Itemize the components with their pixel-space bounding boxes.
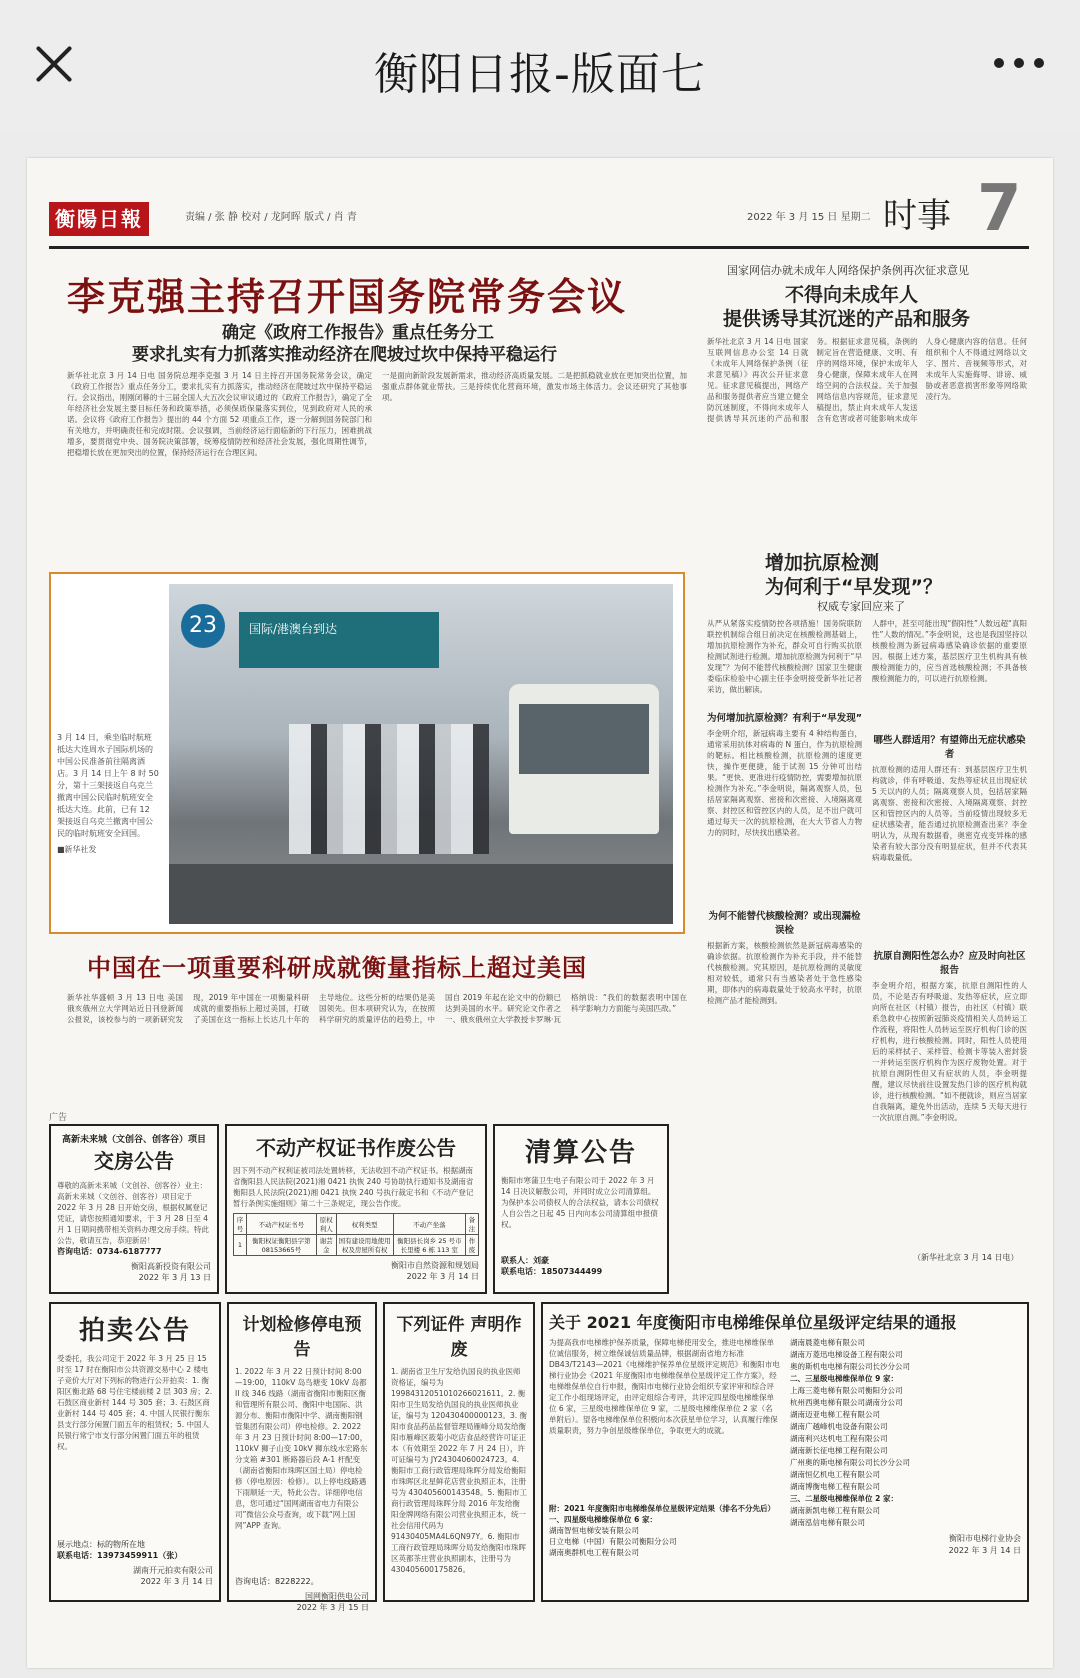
ad-cert-body: 因下列不动产权利证被司法处置转移，无法收回不动产权证书。根据湖南省衡阳县人民法院(2021)湘 0421 执恢 240 号协助执行通知书及湖南省衡阳县人民法院(2021)湘 0421 执恢 240 号执行裁定书和《不动产登记暂行条例实施细则》第二十三条规定，现公告作废。 [233,1166,474,1208]
antigen-para-4: 人群中，甚至可能出现“假阳性”人数远超“真阳性”人数的情况。”李金明说，这也是我国坚持以核酸检测为新冠病毒感染确诊依据的重要原因。根据上述方案，基层医疗卫生机构具有核酸检测能力的，应当首选核酸检测；不具备核酸检测能力的，可以进行抗原检测。 [872,619,1027,683]
newspaper-page[interactable] [27,158,1053,1668]
list-item: 二、三星级电梯维保单位 9 家： [790,1374,898,1383]
minors-kicker: 国家网信办就未成年人网络保护条例再次征求意见 [727,264,969,277]
list-item: 湖南万菱迅电梯设备工程有限公司 [790,1350,903,1359]
table-head: 序号 [234,1214,247,1235]
antigen-col-2 [872,618,1027,1122]
ad-elevator-sign: 衡阳市电梯行业协会 [949,1534,1021,1543]
ad-certificate-void[interactable] [225,1124,487,1294]
table-head: 不动产权证书号 [246,1214,316,1235]
ad-auction[interactable] [49,1302,221,1602]
ad-handover-notice[interactable] [49,1124,219,1294]
list-item: 湖南迈亚电梯工程有限公司 [790,1410,880,1419]
list-item: 广州奥的斯电梯有限公司长沙分公司 [790,1458,910,1467]
list-item: 湖南广越峰机电设备有限公司 [790,1422,888,1431]
list-item: 上海三菱电梯有限公司衡阳分公司 [790,1386,903,1395]
section-name: 时事 [883,196,951,236]
list-item: 奥的斯机电电梯有限公司长沙分公司 [790,1362,910,1371]
list-item: 三、二星级电梯维保单位 2 家： [790,1494,898,1503]
ad-elevator-columns [549,1337,1021,1558]
ad-auction-title: 拍卖公告 [78,1316,191,1346]
ad-auction-phone: 联系电话：13973459911（张） [57,1551,183,1560]
ad-elevator-col-1 [549,1337,780,1558]
photo-people [289,724,489,854]
antigen-kicker: 权威专家回应来了 [817,600,905,613]
science-body: 新华社华盛顿 3 月 13 日电 美国俄亥俄州立大学网站近日刊登新闻公报说，该校参与的一项新研究发现，2019 年中国在一项衡量科研成就的重要指标上超过美国，打破了美国在这一指标上长达几十年的主导地位。这些分析的结果仍是美国领先。但本项研究认为，在按照科学研究的质量评估的趋势上，中国自 2019 年起在论文中的份额已达到美国的水平。研究论文作者之一、俄亥俄州立大学教授卡罗琳·瓦格纳说：“我们的数据表明中国在科学影响力方面能与美国匹敌。” [67,993,687,1024]
ad-auction-show: 展示地点：标的物所在地 [57,1540,145,1549]
list-item: 湖南泓信电梯有限公司 [790,1518,865,1527]
ad-elevator-four-star: 一、四星级电梯维保单位 6 家： [549,1515,657,1524]
ad-cert-date: 2022 年 3 月 14 日 [406,1272,479,1281]
ad-liquidation-title: 清算公告 [524,1138,637,1168]
issue-date: 2022 年 3 月 15 日 星期二 [747,212,871,223]
photo-credit: ■新华社发 [57,845,97,854]
list-item: 湖南奥群机电工程有限公司 [549,1548,639,1557]
table-cell: 衡阳权证衡阳县字第08153665号 [246,1235,316,1256]
photo-bus [509,684,659,834]
list-item: 湖南智恒电梯安装有限公司 [549,1526,639,1535]
ad-power-date: 2022 年 3 月 15 日 [296,1603,369,1612]
ad-handover-phone: 咨询电话：0734-6187777 [57,1247,162,1256]
ad-power-outage[interactable] [227,1302,377,1612]
ad-void-body: 1. 湖南省卫生厅发给仇国良的执业医师资格证，编号为 19984312051010266021611。2. 衡阳市卫生局发给仇国良的执业医师执业证，编号为 120430400000123。3. 衡阳市食品药品监督管理局雁峰分局发给衡阳市雁峰区筱菊小吃店食品经营许可证正本（有效期至 2022 年 7 月 24 日），许可证编号为 JY24304060024723。4. 衡阳市工商行政管理局珠晖分局发给衡阳市珠晖区北星鲜花店营业执照正本，注册号为 430405600143548。5. 衡阳市工商行政管理局珠晖分局 2016 年发给衡阳金牌网络有限公司营业执照正本，统一社会信用代码为 91430405MA4L6QN97Y。6. 衡阳市工商行政管理局珠晖分局发给衡阳市珠晖区英都茶庄营业执照副本，注册号为 430405600175826。 [391,1367,527,1574]
ad-liquidation[interactable] [493,1124,669,1294]
news-photo[interactable] [169,584,673,924]
antigen-headline-2: 为何利于“早发现”？ [765,576,942,598]
science-headline: 中国在一项重要科研成就衡量指标上超过美国 [87,954,587,982]
section-number: 7 [977,172,1022,246]
list-item: 湖南晨菱电梯有限公司 [790,1338,865,1347]
ad-power-sign: 国网衡阳供电公司 [305,1592,369,1601]
ad-auction-sign: 湖南开元拍卖有限公司 [133,1566,213,1575]
arrival-sign: 国际/港澳台到达 [239,612,439,668]
antigen-credit: （新华社北京 3 月 14 日电） [913,1253,1019,1262]
table-head: 不动产坐落 [393,1214,465,1235]
antigen-para-6: 李金明介绍，根据方案，抗原自测阳性的人员，不论是否有呼吸道、发热等症状，应立即向所在社区（村镇）报告，由社区（村镇）联系急救中心按照新冠肺炎疫情相关人员转运工作流程，将阳性人员转运至医疗机构门诊的医疗机构，进行核酸检测。同时，阳性人员使用后的采样拭子、采样管、检测卡等装入密封袋一并转运至医疗机构作为医疗废物处置。对于抗原自测阴性但又有症状的人员，李金明提醒，建议尽快前往设置发热门诊的医疗机构就诊，进行核酸检测。“如不便就诊，则应当居家自我隔离，避免外出活动，连续 5 天每天进行一次抗原自测。”李金明说。 [872,981,1027,1122]
table-cell: 国有建设用地使用权及房屋所有权 [336,1235,393,1256]
antigen-subhead-2: 为何不能替代核酸检测？或出现漏检误检 [708,911,861,936]
ad-cert-sign: 衡阳市自然资源和规划局 [391,1261,479,1270]
lead-subhead-2: 要求扎实有力抓落实推动经济在爬坡过坎中保持平稳运行 [132,345,557,365]
ad-power-title: 计划检修停电预告 [242,1315,362,1360]
antigen-subhead-1: 为何增加抗原检测？有利于“早发现” [707,713,862,724]
table-cell: 1 [234,1235,247,1256]
editor-credits: 责编 / 张 静 校对 / 龙阿晖 版式 / 肖 青 [185,212,357,223]
lead-headline: 李克强主持召开国务院常务会议 [67,275,628,319]
page-title: 衡阳日报-版面七 [374,49,706,100]
table-cell: 作废 [466,1235,479,1256]
antigen-subhead-4: 抗原自测阳性怎么办？应及时向社区报告 [873,951,1026,976]
ad-handover-body: 尊敬的高新未来城（文创谷、创客谷）业主：高新未来城（文创谷、创客谷）项目定于 2022 年 3 月 28 日开始交房，根据权属登记凭证，请您按照通知要求，于 3 月 28 日至 4 月 1 日期间携带相关资料办理交房手续。特此公告，敬请互告，恭迎新居！ [57,1181,210,1245]
ad-elevator-rating[interactable] [541,1302,1029,1602]
list-item: 湖南利兴达机电工程有限公司 [790,1434,888,1443]
table-cell: 衡阳县长岗乡 25 号市长里楼 6 栋 113 室 [393,1235,465,1256]
ad-auction-body: 受委托，我公司定于 2022 年 3 月 25 日 15 时至 17 时在衡阳市公共资源交易中心 2 楼电子竞价大厅对下列标的物进行公开拍卖：1. 衡阳区衡北路 68 号住宅楼前楼 2 层 303 房；2. 石鼓区商业新村 144 号 305 套；3. 石鼓区商业新村 144 号 405 套；4. 中国人民银行衡东县支行部分闲置门面五年的租赁权；5. 中国人民银行常宁市支行部分闲置门面五年的租赁权。 [57,1354,213,1451]
list-item: 湖南博衡电梯工程有限公司 [790,1482,880,1491]
photo-caption-text: 3 月 14 日，乘坐临时航班抵达大连周水子国际机场的中国公民准备前往隔离酒店。3 月 14 日上午 8 时 50 分，第十三架接返自乌克兰撤离中国公民临时航班安全抵达大连。此前，已有 12 架接返自乌克兰撤离中国公民的临时航班安全回国。 [57,733,159,838]
ads-label: 广告 [49,1113,68,1123]
antigen-para-3: 根据新方案，核酸检测依然是新冠病毒感染的确诊依据。抗原检测作为补充手段，并不能替代核酸检测。究其原因，是抗原检测的灵敏度相对较低，通常只有当感染者处于急性感染期，即体内的病毒载量处于较高水平时，抗原检测产品才能检测到。 [707,941,862,1005]
antigen-para-5: 抗原检测的适用人群还有：到基层医疗卫生机构就诊，伴有呼吸道、发热等症状且出现症状 5 天以内的人员；隔离观察人员，包括居家隔离观察、密接和次密接、入境隔离观察、封控区和管控区内的人员等。当前疫情出现较多无症状感染者，能否通过抗原检测查出来？李金明认为，从现有数据看，奥密克戎变异株的感染者有较大部分没有明显症状，但并不代表其病毒载量低。 [872,765,1027,862]
photo-ground [169,864,673,924]
ad-liquidation-phone: 联系电话：18507344499 [501,1267,603,1276]
ad-void-title: 下列证件 声明作废 [396,1315,522,1360]
lead-body-col-1: 新华社北京 3 月 14 日电 国务院总理李克强 3 月 14 日主持召开国务院常务会议，确定《政府工作报告》重点任务分工，要求扎实有力抓落实，推动经济在爬坡过坎中保持平稳运行。会议指出，刚刚闭幕的十三届全国人大五次会议审议通过的《政府工作报告》，确定了全年经济社会发展主要目标任务和政策举措，必须保质保量落实到位，见到政府对人民的承诺。会议将《政府工作报告》提出的 44 个方面 52 项重点工作，逐一分解到国务院部门和有关地方，并明确责任和完成时限。会议强调，当前经济运行面临新的下行压力，困难挑战增多，要贯彻党中央、国务院决策部署，统筹疫情防控和经济社会发展，强化周期性调节，把稳增长放在更加突出的位置，保持经济运行在合理区间。 [67,371,372,457]
antigen-body [707,618,1027,1122]
list-item: 湖南新凯电梯工程有限公司 [790,1506,880,1515]
table-cell: 谢芸金 [316,1235,336,1256]
minors-headline-2: 提供诱导其沉迷的产品和服务 [723,308,971,330]
list-item: 湖南新长征电梯工程有限公司 [790,1446,888,1455]
ad-elevator-list-title: 附：2021 年度衡阳市电梯维保单位星级评定结果（排名不分先后） [549,1504,775,1513]
ad-cert-table [233,1213,479,1256]
masthead-logo: 衡陽日報 [49,202,149,236]
list-item: 湖南恒亿机电工程有限公司 [790,1470,880,1479]
ad-elevator-title: 关于 2021 年度衡阳市电梯维保单位星级评定结果的通报 [549,1313,957,1332]
antigen-intro: 从严从紧落实疫情防控各项措施！国务院联防联控机制综合组日前决定在核酸检测基础上，增加抗原检测作为补充，群众可自行购买抗原检测试剂进行检测。增加抗原检测为何利于“早发现”？为何不能替代核酸检测？国家卫生健康委临床检验中心副主任李金明接受新华社记者采访，做出解读。 [707,619,862,694]
ad-auction-date: 2022 年 3 月 14 日 [140,1577,213,1586]
ad-certificates-void[interactable] [383,1302,535,1602]
more-dots-icon[interactable] [994,58,1044,72]
ad-handover-kicker: 高新未来城（文创谷、创客谷）项目 [61,1135,206,1145]
ad-elevator-col-2 [790,1337,1021,1558]
antigen-headline-1: 增加抗原检测 [765,552,880,574]
ad-elevator-body: 为提高我市电梯维护保养质量，保障电梯使用安全，推进电梯维保单位诚信服务，树立维保诚信质量品牌，根据湖南省地方标准 DB43/T2143—2021《电梯维护保养单位星级评定规范》和衡阳市电梯行业协会《2021 年度衡阳市电梯维保单位星级评定工作方案》，经电梯维保单位自行申报，衡阳市电梯行业协会组织专家评审和综合评定工作小组现场评定，由评定组综合考评，共评定四星级电梯维保单位 6 家，三星级电梯维保单位 9 家，二星级电梯维保单位 2 家（名单附后）。望各电梯维保单位积极向本次获星单位学习，认真履行维保质量职责，努力争创星级维保单位，争取更大的成就。 [549,1338,780,1435]
ad-handover-sign: 衡阳高新投资有限公司 [131,1262,211,1271]
ad-cert-title: 不动产权证书作废公告 [256,1136,456,1160]
ad-power-phone: 咨询电话：8228222。 [235,1577,319,1586]
minors-body: 新华社北京 3 月 14 日电 国家互联网信息办公室 14 日就《未成年人网络保护条例（征求意见稿）》再次公开征求意见。征求意见稿提出，网络产品和服务提供者应当建立健全防沉迷制度，不得向未成年人提供诱导其沉迷的产品和服务。根据征求意见稿，条例的制定旨在营造健康、文明、有序的网络环境，保护未成年人身心健康，保障未成年人在网络空间的合法权益。关于加强网络信息内容规范，征求意见稿提出，禁止向未成年人发送含有危害或者可能影响未成年人身心健康内容的信息。任何组织和个人不得通过网络以文字、图片、音视频等形式，对未成年人实施侮辱、诽谤、威胁或者恶意损害形象等网络欺凌行为。 [707,337,1027,423]
ad-liquidation-body: 衡阳市寒蒲卫生电子有限公司于 2022 年 3 月 14 日决议解散公司，并同时成立公司清算组。为保护本公司债权人的合法权益，请本公司债权人自公告之日起 45 日内向本公司清算组申报债权。 [501,1176,659,1229]
table-head: 权利类型 [336,1214,393,1235]
antigen-subhead-3: 哪些人群适用？有望筛出无症状感染者 [873,735,1026,760]
table-head: 原权利人 [316,1214,336,1235]
ad-handover-date: 2022 年 3 月 13 日 [138,1273,211,1282]
minors-headline-1: 不得向未成年人 [785,284,919,306]
gate-number: 23 [181,604,225,648]
ad-liquidation-contact: 联系人：刘豪 [501,1256,549,1265]
lead-body-col-2: 一是面向新阶段发展新需求，推动经济高质量发展。二是把抓稳就业放在更加突出位置，加强重点群体就业帮扶。三是持续优化营商环境，激发市场主体活力。会议还研究了其他事项。 [382,371,687,402]
table-head: 备注 [466,1214,479,1235]
list-item: 杭州西奥电梯有限公司湖南分公司 [790,1398,903,1407]
ad-elevator-date: 2022 年 3 月 14 日 [948,1546,1021,1555]
antigen-para-2: 李金明介绍，新冠病毒主要有 4 种结构蛋白，通常采用抗体对病毒的 N 蛋白，作为抗原检测的靶标。相比核酸检测，抗原检测的速度更快，操作更便捷，能于试剂 15 分钟可出结果。“更快、更准进行疫情防控，需要增加抗原检测作为补充。”李金明说，隔离观察人员，包括居家隔离观察、密接和次密接、入境隔离观察、封控区和管控区内的人员，足不出户就可通过每天一次的抗原检测，在大大节省人力物力的同时，尽快找出感染者。 [707,729,862,837]
ad-power-body: 1. 2022 年 3 月 22 日预计时间 8:00—19:00，110kV 岛鸟塘变 10kV 岛都 II 线 346 线路（湖南省衡阳市衡阳区衡和管理所有限公司、衡阳中电国际、洪源分布、衡阳市衡阳中学、湖南衡阳钢管集团有限公司）停电检修。2. 2022 年 3 月 23 日预计时间 8:00—17:00，110kV 狮子山变 10kV 狮东线水宏路东分支箱 #301 断路器后段 A-1 杆配变（湖南省衡阳市珠晖区国土局）停电检修（停电原因：检修）。以上停电线路遇下雨顺延一天，特此公告。详细停电信息，您可通过“国网湖南省电力有限公司”微信公众号查询，或下载“网上国网”APP 查询。 [235,1367,368,1530]
antigen-col-1 [707,618,862,1098]
app-bar [0,0,1080,132]
lead-subhead-1: 确定《政府工作报告》重点任务分工 [222,323,494,343]
list-item: 日立电梯（中国）有限公司衡阳分公司 [549,1537,677,1546]
lead-body [67,370,687,560]
masthead-rule [49,246,1029,249]
photo-caption [57,732,159,856]
ad-handover-title: 交房公告 [94,1149,174,1173]
